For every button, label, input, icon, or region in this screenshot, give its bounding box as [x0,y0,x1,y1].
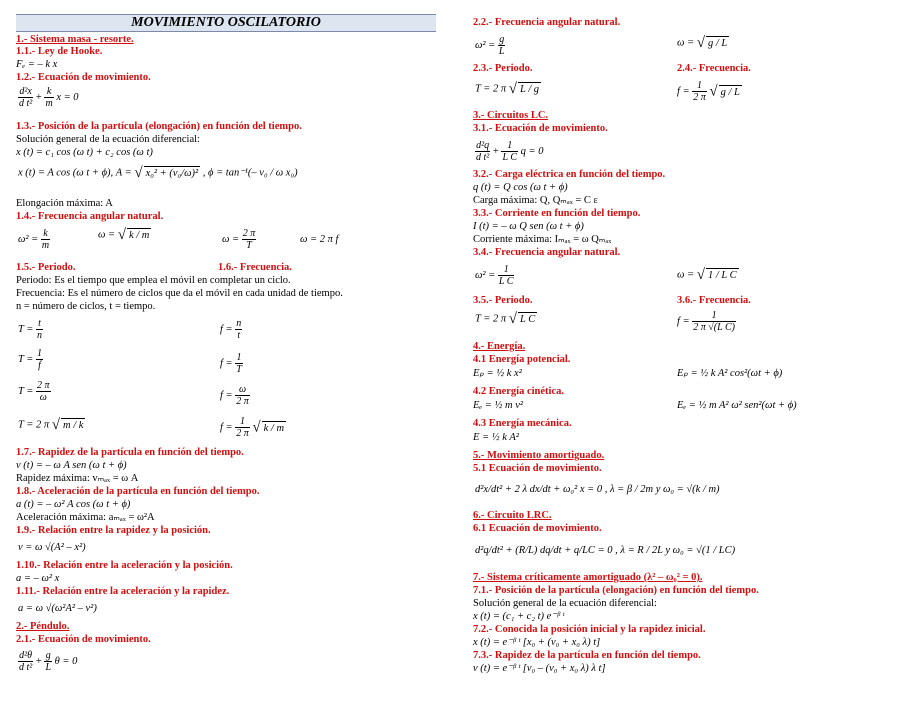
section-heading: 3.3.- Corriente en función del tiempo. [473,208,641,219]
equation-lhs: T = [18,323,34,335]
numerator: 1 [498,264,515,276]
radical-sign: √ [709,83,718,100]
text-line: v (t) = e⁻ᵝ ᵗ [v₀ – (v₀ + x₀ λ) λ t] [473,663,606,674]
fraction [18,650,33,673]
numerator: 1 [236,352,242,363]
numerator: g [499,34,505,45]
equation-rest: θ = 0 [54,655,78,667]
text-line: Frecuencia: Es el número de ciclos que da el móvil en cada unidad de tiempo. [16,288,343,299]
section-heading: 1.3.- Posición de la partícula (elongación) en función del tiempo. [16,121,302,132]
equation-lhs: ω = [98,229,116,241]
radicand: m / k [62,420,84,431]
section-heading: 4.3 Energía mecánica. [473,418,572,429]
text-line: Rapidez máxima: vₘₐₓ = ω A [16,473,139,484]
fraction [235,416,250,439]
equation-lhs: f = [220,421,233,433]
equation-rest: q = 0 [520,145,544,157]
equation-lhs: ω = [677,269,695,281]
equation-1-2 [18,86,79,109]
radical-sign: √ [252,419,261,436]
numerator: 1 [37,348,42,359]
section-heading: 2.2.- Frecuencia angular natural. [473,17,621,28]
fraction [501,140,518,163]
equation-lhs: T = [18,385,34,397]
equation: d²x/dt² + 2 λ dx/dt + ω₀² x = 0 , λ = β / 2m y ω₀ = √(k / m) [475,484,720,495]
text-line: v (t) = – ω A sen (ω t + ϕ) [16,460,127,471]
equation-3-5 [475,312,537,326]
equation-lhs: f = [220,389,233,401]
section-heading: 7.3.- Rapidez de la partícula en función del tiempo. [473,650,701,661]
numerator: g [45,650,51,661]
text-line: n = número de ciclos, t = tiempo. [16,301,156,312]
numerator: 1 [692,310,736,322]
equation-1-4-a [18,228,50,251]
text-line: Eₚ = ½ k A² cos²(ωt + ϕ) [677,368,783,379]
section-heading: 7.- Sistema críticamente amortiguado (λ² – ω₀² = 0). [473,572,703,583]
denominator: T [236,364,242,375]
frequency-eq-1 [220,318,242,341]
equation-lhs: T = 2 π [475,313,507,325]
frequency-eq-3 [220,384,250,407]
denominator: 2 π [236,428,249,439]
radicand: L C [519,314,536,325]
radicand: g / L [707,38,728,49]
equation-3-6 [677,310,736,333]
radicand: k / m [263,422,285,434]
numerator: k [41,228,50,240]
text-line: x (t) = (c₁ + c₂ t) e⁻ᵝ ᵗ [473,611,565,622]
section-heading: 3.4.- Frecuencia angular natural. [473,247,621,258]
radicand: L / g [519,84,540,95]
denominator: n [37,330,42,341]
equation-lhs: ω² = [18,233,39,245]
section-heading: 1.7.- Rapidez de la partícula en función del tiempo. [16,447,244,458]
numerator: d²x [19,86,32,97]
fraction [498,34,506,57]
section-heading: 6.1 Ecuación de movimiento. [473,523,602,534]
section-heading: 1.9.- Relación entre la rapidez y la posición. [16,525,211,536]
text-line: E = ½ k A² [473,432,519,443]
equation-lhs: f = [220,357,233,369]
equation: v = ω √(A² – x²) [18,542,86,553]
section-heading: 3.- Circuitos LC. [473,110,549,121]
equation-2-4 [677,80,742,103]
text-line: Eₚ = ½ k x² [473,368,522,379]
amplitude-label: A = [115,167,132,179]
denominator: L [498,46,505,57]
fraction [36,348,43,371]
section-heading: 1.2.- Ecuación de movimiento. [16,72,151,83]
equation-1-4-d [300,234,338,246]
text-line: a = – ω² x [16,573,60,584]
radical-sign: √ [696,35,705,51]
section-heading: 6.- Circuito LRC. [473,510,552,521]
fraction [235,352,243,375]
radical-sign: √ [51,417,60,433]
denominator: L C [498,276,514,287]
denominator: L C [502,152,518,163]
section-heading: 7.2.- Conocida la posición inicial y la rapidez inicial. [473,624,706,635]
denominator: m [45,98,53,109]
text-line: Fₑ = – k x [16,59,58,70]
numerator: ω [235,384,250,396]
denominator: m [41,240,50,251]
radical-sign: √ [134,165,143,181]
equation-lhs: x (t) = A cos (ω t + ϕ), [18,167,114,179]
fraction [36,380,51,403]
fraction [235,318,242,341]
radicand: 1 / L C [707,270,737,281]
section-heading: 2.3.- Periodo. [473,63,533,74]
section-heading: 4.- Energía. [473,341,526,352]
numerator: k [44,86,53,98]
period-eq-4 [18,418,85,432]
fraction [475,140,490,163]
section-heading: 7.1.- Posición de la partícula (elongación) en función del tiempo. [473,585,759,596]
denominator: ω [39,392,47,403]
denominator: f [38,360,41,371]
equation-lhs: T = 2 π [475,83,507,95]
section-heading: 2.- Péndulo. [16,621,70,632]
section-heading: 1.10.- Relación entre la aceleración y la posición. [16,560,233,571]
numerator: t [36,318,43,330]
equation-1-3 [18,166,298,180]
section-heading: 2.1.- Ecuación de movimiento. [16,634,151,645]
radicand: g / L [720,86,740,98]
text-line: q (t) = Q cos (ω t + ϕ) [473,182,568,193]
denominator: d t² [476,152,490,163]
text-line: Aceleración máxima: aₘₐₓ = ω²A [16,512,155,523]
page-title: MOVIMIENTO OSCILATORIO [131,15,321,30]
equation-lhs: ω² = [475,269,496,281]
section-heading: 1.- Sistema masa - resorte. [16,34,134,45]
title-bar [16,14,436,32]
fraction [235,384,250,407]
radical-sign: √ [508,81,517,97]
equation: ω = 2 π f [300,234,339,245]
section-heading: 3.5.- Periodo. [473,295,533,306]
numerator: 1 [501,140,518,152]
equation-lhs: ω = [222,233,240,245]
fraction [692,310,736,333]
equation-lhs: ω² = [475,39,496,51]
text-line: Eₑ = ½ m v² [473,400,524,411]
text-line: Eₑ = ½ m A² ω² sen²(ωt + ϕ) [677,400,797,411]
equation-rest: x = 0 [56,91,79,103]
denominator: d t² [19,98,33,109]
fraction [18,86,33,109]
section-heading: 3.1.- Ecuación de movimiento. [473,123,608,134]
numerator: d²q [476,140,490,151]
frequency-eq-4 [220,416,286,439]
fraction [41,228,50,251]
fraction [44,86,53,109]
text-line: Corriente máxima: Iₘₐₓ = ω Qₘₐₓ [473,234,612,245]
equation-1-11 [18,603,97,615]
numerator: 2 π [242,228,256,239]
period-eq-3 [18,380,51,403]
text-line: I (t) = – ω Q sen (ω t + ϕ) [473,221,584,232]
numerator: 1 [235,416,250,428]
text-line: Periodo: Es el tiempo que emplea el móvil en completar un ciclo. [16,275,291,286]
section-heading: 1.8.- Aceleración de la partícula en función del tiempo. [16,486,260,497]
operator: + [492,145,499,157]
equation-2-2-b [677,36,729,50]
fraction [692,80,707,103]
denominator: d t² [19,662,33,673]
equation-2-3 [475,82,541,96]
radical-sign: √ [508,311,517,327]
equation-2-1 [18,650,77,673]
denominator: 2 π √(L C) [693,322,735,333]
equation-3-4-a [475,264,514,287]
equation-lhs: ω = [677,37,695,49]
numerator: 2 π [37,380,50,391]
fraction [498,264,515,287]
equation: a = ω √(ω²A² – v²) [18,603,97,614]
section-heading: 1.6.- Frecuencia. [218,262,292,273]
denominator: t [237,330,241,341]
radicand: x₀² + (v₀/ω)² [145,168,199,179]
operator: + [35,91,42,103]
equation-1-4-c [222,228,256,251]
equation-5-1 [475,484,720,496]
equation-2-2-a [475,34,505,57]
text-line: x (t) = e⁻ᵝ ᵗ [x₀ + (v₀ + x₀ λ) t] [473,637,601,648]
text-line: Solución general de la ecuación diferencial: [473,598,657,609]
fraction [36,318,43,341]
equation-lhs: T = [18,353,34,365]
fraction [44,650,52,673]
equation: d²q/dt² + (R/L) dq/dt + q/LC = 0 , λ = R / 2L y ω₀ = √(1 / LC) [475,545,736,556]
section-heading: 1.11.- Relación entre la aceleración y la rapidez. [16,586,230,597]
text-line: x (t) = c₁ cos (ω t) + c₂ cos (ω t) [16,147,153,158]
text-line: a (t) = – ω² A cos (ω t + ϕ) [16,499,131,510]
equation-3-1 [475,140,543,163]
radicand: k / m [128,230,150,241]
section-heading: 3.6.- Frecuencia. [677,295,751,306]
fraction [242,228,257,251]
section-heading: 2.4.- Frecuencia. [677,63,751,74]
denominator: L [45,662,52,673]
section-heading: 5.- Movimiento amortiguado. [473,450,605,461]
radical-sign: √ [117,227,126,243]
equation-lhs: f = [677,85,690,97]
operator: + [35,655,42,667]
period-eq-1 [18,318,43,341]
equation-lhs: T = 2 π [18,419,50,431]
section-heading: 5.1 Ecuación de movimiento. [473,463,602,474]
section-heading: 1.4.- Frecuencia angular natural. [16,211,164,222]
section-heading: 1.1.- Ley de Hooke. [16,46,103,57]
equation-3-4-b [677,268,739,282]
numerator: n [236,318,242,329]
equation-1-9 [18,542,86,554]
numerator: d²θ [19,650,33,661]
denominator: 2 π [236,396,249,407]
text-line: Elongación máxima: A [16,198,113,209]
section-heading: 3.2.- Carga eléctrica en función del tiempo. [473,169,666,180]
radical-sign: √ [696,267,705,283]
denominator: T [246,240,252,251]
period-eq-2 [18,348,43,371]
text-line: Solución general de la ecuación diferencial: [16,134,200,145]
frequency-eq-2 [220,352,243,375]
section-heading: 4.2 Energía cinética. [473,386,564,397]
equation-lhs: f = [677,315,690,327]
phase-formula: , ϕ = tan⁻¹(– v₀ / ω x₀) [202,167,298,179]
text-line: Carga máxima: Q, Qₘₐₓ = C ε [473,195,598,206]
equation-1-4-b [98,228,151,242]
equation-lhs: f = [220,323,233,335]
section-heading: 4.1 Energía potencial. [473,354,571,365]
denominator: 2 π [693,92,706,103]
equation-6-1 [475,545,735,557]
section-heading: 1.5.- Periodo. [16,262,76,273]
numerator: 1 [692,80,707,92]
